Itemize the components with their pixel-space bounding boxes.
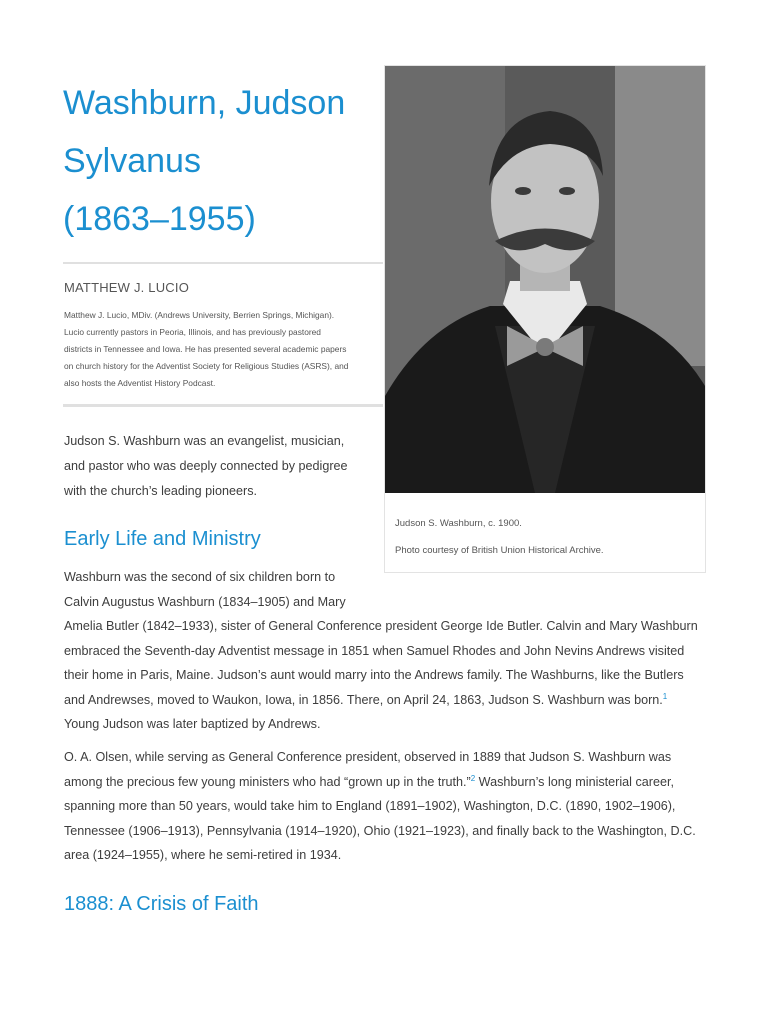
paragraph-line: Young Judson was later baptized by Andrews. [64, 717, 321, 731]
paragraph-line: Calvin Augustus Washburn (1834–1905) and Mary [64, 594, 346, 609]
section-heading: 1888: A Crisis of Faith [64, 893, 259, 915]
paragraph-line: Amelia Butler (1842–1933), sister of General Conference president George Ide Butler. Calvin and Mary Washburn [64, 619, 698, 633]
paragraph-line: area (1924–1955), where he semi-retired in 1934. [64, 848, 342, 862]
paragraph-line [64, 770, 712, 795]
body-paragraph [64, 565, 712, 737]
portrait-figure [384, 65, 706, 573]
paragraph-line-text: among the precious few young ministers who had “grown up in the truth.” [64, 774, 471, 789]
divider [63, 262, 383, 264]
title-line: (1863–1955) [63, 200, 256, 238]
paragraph-line-text: and Andrewses, moved to Waukon, Iowa, in 1856. There, on April 24, 1863, Judson S. Washburn was born. [64, 692, 663, 707]
body-paragraph [64, 745, 712, 868]
paragraph-line: Tennessee (1906–1913), Pennsylvania (1914–1920), Ohio (1921–1923), and finally back to the Washington, D.C. [64, 823, 696, 838]
paragraph-line: O. A. Olsen, while serving as General Conference president, observed in 1889 that Judson S. Washburn was [64, 750, 672, 764]
author-bio-line: Lucio currently pastors in Peoria, Illinois, and has previously pastored [64, 327, 321, 337]
paragraph-line: Washburn was the second of six children born to [64, 570, 336, 584]
title-line: Washburn, Judson [63, 84, 346, 122]
footnote-link[interactable]: 2 [470, 773, 476, 783]
divider [63, 404, 383, 407]
author-bio-line: districts in Tennessee and Iowa. He has presented several academic papers [64, 344, 347, 354]
lede-paragraph [64, 429, 364, 504]
section-heading: Early Life and Ministry [64, 528, 261, 550]
article-title [63, 74, 373, 248]
paragraph-line [64, 688, 712, 713]
paragraph-line: their home in Paris, Maine. Judson’s aunt would marry into the Andrews family. The Washburns, like the Butlers [64, 668, 684, 682]
lede-line: with the church’s leading pioneers. [64, 484, 257, 498]
author-bio [64, 307, 369, 392]
author-name[interactable]: MATTHEW J. LUCIO [64, 280, 190, 295]
photo-caption: Judson S. Washburn, c. 1900. [395, 518, 522, 529]
paragraph-line-text: Washburn’s long ministerial career, [475, 774, 674, 789]
paragraph-line: embraced the Seventh-day Adventist message in 1851 when Samuel Rhodes and John Nevins Andrews visited [64, 643, 685, 658]
author-bio-line: on church history for the Adventist Society for Religious Studies (ASRS), and [64, 361, 349, 371]
title-line: Sylvanus [63, 142, 201, 180]
photo-credit: Photo courtesy of British Union Historical Archive. [395, 545, 604, 556]
footnote-link[interactable]: 1 [662, 691, 668, 701]
lede-line: and pastor who was deeply connected by pedigree [64, 459, 348, 473]
portrait-photo[interactable] [385, 66, 705, 493]
paragraph-line: spanning more than 50 years, would take him to England (1891–1902), Washington, D.C. (1890, 1902–1906), [64, 799, 676, 813]
author-bio-line: Matthew J. Lucio, MDiv. (Andrews University, Berrien Springs, Michigan). [64, 310, 335, 320]
author-bio-line: also hosts the Adventist History Podcast. [64, 378, 216, 388]
lede-line: Judson S. Washburn was an evangelist, musician, [64, 434, 345, 448]
